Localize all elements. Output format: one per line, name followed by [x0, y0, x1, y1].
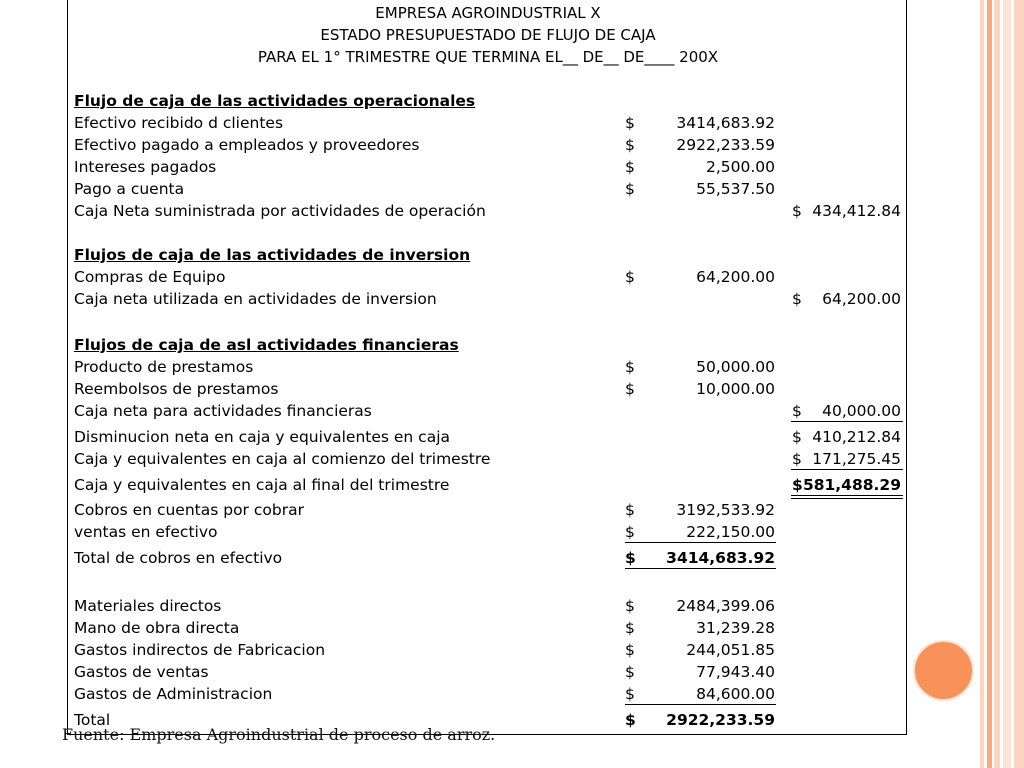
currency-symbol: $: [625, 663, 635, 681]
decor-stripe: [980, 0, 984, 768]
row-label: Gastos indirectos de Fabricacion: [74, 641, 326, 659]
currency-symbol: $: [625, 597, 635, 615]
currency-symbol: $: [625, 711, 636, 729]
row-label: Disminucion neta en caja y equivalentes en caja: [74, 428, 451, 446]
section-heading: [74, 90, 904, 112]
row-label: Pago a cuenta: [74, 180, 185, 198]
underline: [791, 469, 903, 470]
table-row: [74, 595, 904, 617]
amount: 244,051.85: [686, 641, 775, 659]
row-label: Caja y equivalentes en caja al final del trimestre: [74, 476, 450, 494]
row-label: Flujos de caja de las actividades de inversion: [74, 246, 471, 264]
row-label: Reembolsos de prestamos: [74, 380, 279, 398]
row-label: Caja neta utilizada en actividades de inversion: [74, 290, 437, 308]
subtotal-row: [74, 400, 904, 422]
table-row: [74, 661, 904, 683]
section-heading: [74, 334, 904, 356]
decor-stripe: [1014, 0, 1024, 768]
amount: 3192,533.92: [676, 501, 775, 519]
amount: 2922,233.59: [676, 136, 775, 154]
row-label: Producto de prestamos: [74, 358, 254, 376]
table-row: [74, 112, 904, 134]
currency-symbol: $: [625, 114, 635, 132]
currency-symbol: $: [625, 641, 635, 659]
table-row: [74, 378, 904, 400]
subtotal-row: [74, 288, 904, 310]
row-label: Mano de obra directa: [74, 619, 240, 637]
currency-symbol: $: [792, 450, 802, 468]
row-label: Materiales directos: [74, 597, 222, 615]
row-label: Gastos de Administracion: [74, 685, 273, 703]
row-label: Intereses pagados: [74, 158, 217, 176]
row-label: Gastos de ventas: [74, 663, 209, 681]
amount: 64,200.00: [696, 268, 775, 286]
row-label: Total de cobros en efectivo: [74, 549, 283, 567]
currency-symbol: $: [792, 428, 802, 446]
currency-symbol: $: [625, 180, 635, 198]
table-row: [74, 521, 904, 543]
source-note: Fuente: Empresa Agroindustrial de proceso de arroz.: [62, 725, 496, 744]
row-label: Caja Neta suministrada por actividades de operación: [74, 202, 486, 220]
currency-symbol: $: [792, 290, 802, 308]
total-row: [74, 547, 904, 569]
underline: [791, 421, 903, 422]
row-label: Cobros en cuentas por cobrar: [74, 501, 304, 519]
cash-flow-statement: [67, 0, 907, 735]
amount: 3414,683.92: [676, 114, 775, 132]
amount: 222,150.00: [686, 523, 775, 541]
currency-symbol: $: [625, 685, 635, 703]
currency-symbol: $: [625, 268, 635, 286]
table-row: [74, 617, 904, 639]
currency-symbol: $: [625, 501, 635, 519]
amount: 84,600.00: [696, 685, 775, 703]
currency-symbol: $: [625, 380, 635, 398]
row-label: Caja y equivalentes en caja al comienzo del trimestre: [74, 450, 491, 468]
table-row: [74, 683, 904, 705]
currency-symbol: $: [625, 549, 636, 567]
amount: 171,275.45: [812, 450, 901, 468]
currency-symbol: $: [625, 619, 635, 637]
amount: 55,537.50: [696, 180, 775, 198]
currency-symbol: $: [625, 158, 635, 176]
currency-symbol: $: [792, 202, 802, 220]
table-row: [74, 356, 904, 378]
subtotal-row: [74, 426, 904, 448]
row-label: Efectivo recibido d clientes: [74, 114, 284, 132]
amount: 40,000.00: [822, 402, 901, 420]
amount: 64,200.00: [822, 290, 901, 308]
row-label: Caja neta para actividades financieras: [74, 402, 372, 420]
underline: [625, 704, 776, 705]
statement-period: PARA EL 1° TRIMESTRE QUE TERMINA EL__ DE__ DE____ 200X: [257, 48, 719, 66]
amount: 3414,683.92: [666, 549, 775, 567]
amount: 2484,399.06: [676, 597, 775, 615]
amount: 50,000.00: [696, 358, 775, 376]
row-label: Efectivo pagado a empleados y proveedores: [74, 136, 420, 154]
section-heading: [74, 244, 904, 266]
amount: 434,412.84: [812, 202, 901, 220]
decor-stripe: [994, 0, 1000, 768]
table-row: [74, 156, 904, 178]
row-label: ventas en efectivo: [74, 523, 218, 541]
currency-symbol: $: [625, 523, 635, 541]
currency-symbol: $: [792, 402, 802, 420]
table-row: [74, 639, 904, 661]
table-row: [74, 178, 904, 200]
currency-symbol: $: [792, 476, 803, 494]
company-name: EMPRESA AGROINDUSTRIAL X: [375, 4, 601, 22]
row-label: Total: [74, 711, 111, 729]
statement-title: ESTADO PRESUPUESTADO DE FLUJO DE CAJA: [320, 26, 656, 44]
currency-symbol: $: [625, 136, 635, 154]
table-row: [74, 266, 904, 288]
row-label: Compras de Equipo: [74, 268, 226, 286]
decor-stripe: [1003, 0, 1011, 768]
table-row: [74, 134, 904, 156]
amount: 2,500.00: [705, 158, 775, 176]
underline: [625, 568, 776, 569]
row-label: Flujos de caja de asl actividades financieras: [74, 336, 459, 354]
amount: 581,488.29: [802, 476, 901, 494]
currency-symbol: $: [625, 358, 635, 376]
decor-circle: [913, 640, 974, 701]
amount: 10,000.00: [696, 380, 775, 398]
amount: 2922,233.59: [666, 711, 775, 729]
amount: 77,943.40: [696, 663, 775, 681]
row-label: Flujo de caja de las actividades operacionales: [74, 92, 476, 110]
subtotal-row: [74, 200, 904, 222]
underline: [625, 542, 776, 543]
total-row: [74, 474, 904, 496]
decor-stripe: [987, 0, 992, 768]
amount: 410,212.84: [812, 428, 901, 446]
table-row: [74, 499, 904, 521]
amount: 31,239.28: [696, 619, 775, 637]
subtotal-row: [74, 448, 904, 470]
